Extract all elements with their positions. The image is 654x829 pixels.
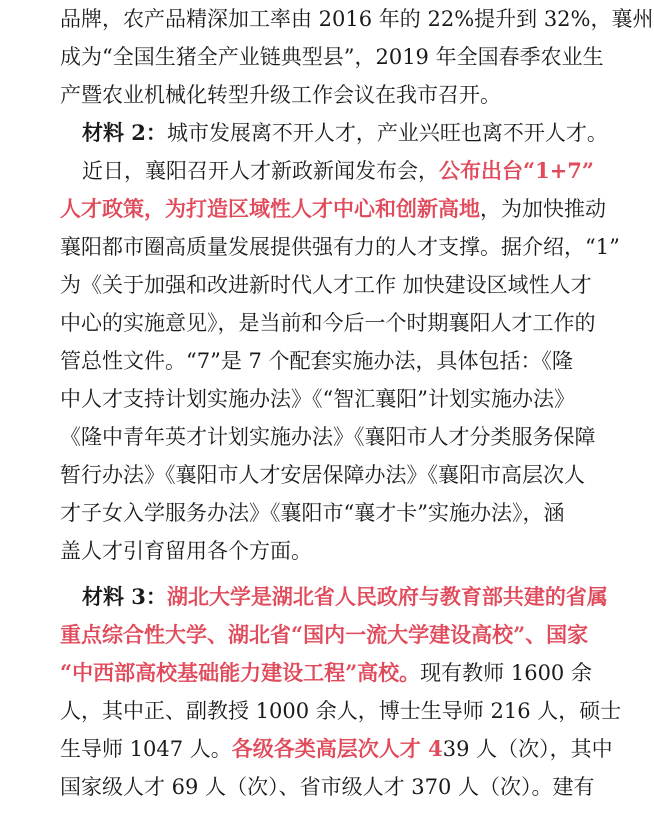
paragraph-line: [60, 494, 590, 532]
text-run: 39 人（次），其中: [442, 737, 613, 761]
text-run: 国家级人才 69 人（次）、省市级人才 370 人（次）。建有: [60, 775, 595, 799]
text-run: 生导师 1047 人。: [60, 737, 232, 761]
paragraph-line: [60, 266, 590, 304]
text-run: 中人才支持计划实施办法》《“智汇襄阳”计划实施办法》: [60, 387, 575, 411]
highlight-text: 各级各类高层次人才 4: [231, 736, 443, 761]
text-run: 产暨农业机械化转型升级工作会议在我市召开。: [60, 83, 501, 107]
text-run: 盖人才引育留用各个方面。: [60, 539, 312, 563]
highlight-text: “中西部高校基础能力建设工程”高校。: [60, 660, 421, 685]
highlight-text: 湖北大学是湖北省人民政府与教育部共建的省属: [166, 584, 608, 609]
paragraph-line: [60, 768, 595, 806]
text-run: 品牌，农产品精深加工率由 2016 年的 22%提升到 32%，襄州: [60, 7, 654, 31]
text-run: 人，其中正、副教授 1000 余人，博士生导师 216 人，硕士: [60, 699, 622, 723]
highlight-text: 重点综合性大学、湖北省“国内一流大学建设高校”、国家: [60, 622, 589, 647]
paragraph-line: [82, 578, 612, 616]
text-run: 为《关于加强和改进新时代人才工作 加快建设区域性人才: [60, 273, 592, 297]
paragraph-line: [60, 418, 596, 456]
text-run: 才子女入学服务办法》《襄阳市“襄才卡”实施办法》，涵: [60, 501, 565, 525]
paragraph-line: [60, 38, 604, 76]
text-run: 中心的实施意见》，是当前和今后一个时期襄阳人才工作的: [60, 311, 596, 335]
paragraph-line: [60, 730, 613, 768]
text-run: ，为加快推动: [480, 197, 606, 221]
material-label: 材料 2：: [82, 120, 167, 145]
paragraph-line: [60, 0, 654, 38]
paragraph-line: [60, 380, 590, 418]
paragraph-line: [60, 692, 622, 730]
paragraph-line: [60, 304, 596, 342]
highlight-text: 区域性人才中心和创新高地: [228, 196, 480, 221]
text-run: 管总性文件。“7”是 7 个配套实施办法，具体包括：《隆: [60, 349, 574, 373]
paragraph-line: [60, 532, 590, 570]
text-run: 襄阳都市圈高质量发展提供强有力的人才支撑。据介绍，“1”: [60, 235, 620, 259]
text-run: 成为“全国生猪全产业链典型县”，2019 年全国春季农业生: [60, 45, 604, 69]
text-run: 近日，襄阳召开人才新政新闻发布会，: [82, 159, 439, 183]
text-run: 现有教师 1600 余: [420, 661, 592, 685]
paragraph-line: [60, 456, 590, 494]
paragraph-line: [60, 342, 590, 380]
material-label: 材料 3：: [82, 584, 167, 609]
highlight-text: 公布出台“1+7”: [439, 158, 594, 183]
paragraph-line: [60, 190, 606, 228]
paragraph-line: [60, 616, 590, 654]
text-run: 城市发展离不开人才，产业兴旺也离不开人才。: [166, 121, 608, 145]
text-run: 《隆中青年英才计划实施办法》《襄阳市人才分类服务保障: [60, 425, 596, 449]
paragraph-line: [60, 76, 590, 114]
paragraph-line: [60, 228, 620, 266]
text-run: 暂行办法》《襄阳市人才安居保障办法》《襄阳市高层次人: [60, 463, 585, 487]
paragraph-line: [82, 152, 612, 190]
paragraph-line: [60, 654, 590, 692]
paragraph-line: [82, 114, 612, 152]
highlight-text: 人才政策，为打造: [60, 196, 228, 221]
